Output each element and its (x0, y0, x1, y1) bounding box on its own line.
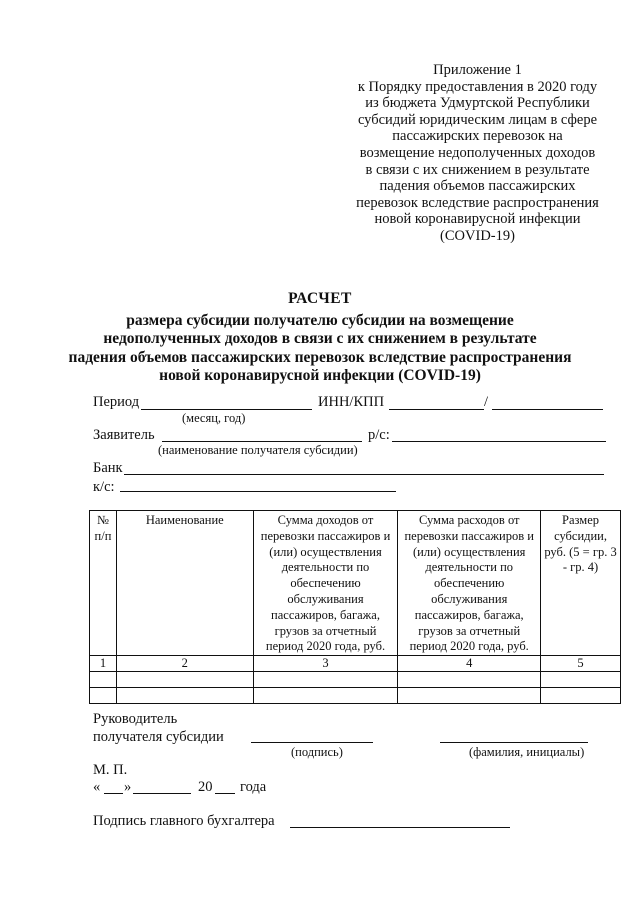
appendix-line: падения объемов пассажирских (379, 178, 576, 195)
table-cell[interactable] (541, 688, 621, 704)
period-label: Период (93, 394, 140, 410)
account-label: р/с: (368, 427, 390, 443)
table-cell[interactable] (253, 688, 398, 704)
head-label-line1: Руководитель (93, 711, 178, 727)
name-hint: (фамилия, инициалы) (469, 745, 585, 759)
signature-hint: (подпись) (291, 745, 343, 759)
accountant-signature-field[interactable] (290, 827, 510, 828)
table-cell[interactable] (116, 672, 253, 688)
applicant-hint: (наименование получателя субсидии) (158, 443, 358, 457)
table-cell[interactable] (398, 688, 541, 704)
title-heading: РАСЧЕТ (288, 290, 352, 307)
appendix-line: пассажирских перевозок на (392, 128, 563, 145)
date-suffix: года (240, 779, 267, 795)
inn-label: ИНН/КПП (318, 394, 385, 410)
header-cell-expense: Сумма расходов от перевозки пассажиров и (или) осуществления деятельности по обеспечению обслуживания пассажиров, багажа, грузов за отчетный период 2020 года, руб. (398, 511, 541, 656)
column-numbers-row (90, 656, 621, 672)
column-number: 1 (90, 656, 117, 672)
table-cell[interactable] (253, 672, 398, 688)
column-number: 3 (253, 656, 398, 672)
subsidy-table (89, 510, 621, 704)
title-line: недополученных доходов в связи с их снижением в результате (103, 330, 537, 347)
table-cell[interactable] (116, 688, 253, 704)
applicant-field[interactable] (162, 441, 362, 442)
table-cell[interactable] (398, 672, 541, 688)
bank-field[interactable] (124, 474, 604, 475)
table-header-row (90, 511, 621, 656)
appendix-line: перевозок вследствие распространения (356, 194, 599, 211)
head-label-line2: получателя субсидии (93, 729, 224, 745)
date-quote-close: » (124, 779, 132, 795)
header-cell-income: Сумма доходов от перевозки пассажиров и (или) осуществления деятельности по обеспечению обслуживания пассажиров, багажа, грузов за отчетный период 2020 года, руб. (253, 511, 398, 656)
account-field[interactable] (392, 441, 606, 442)
title-line: новой коронавирусной инфекции (COVID-19) (159, 367, 481, 384)
stamp-label: М. П. (93, 762, 128, 778)
table-cell[interactable] (541, 672, 621, 688)
appendix-block (330, 62, 625, 245)
head-signature-field[interactable] (251, 742, 373, 743)
document-title (0, 290, 640, 386)
accountant-label: Подпись главного бухгалтера (93, 813, 275, 829)
appendix-line: субсидий юридическим лицам в сфере (357, 111, 598, 128)
appendix-line: (COVID-19) (440, 227, 515, 244)
table-row (90, 672, 621, 688)
column-number: 2 (116, 656, 253, 672)
applicant-label: Заявитель (93, 427, 155, 443)
date-year-field[interactable] (215, 793, 235, 794)
date-day-field[interactable] (104, 793, 123, 794)
column-number: 5 (541, 656, 621, 672)
table-cell[interactable] (90, 672, 117, 688)
date-quote-open: « (93, 779, 101, 795)
period-hint: (месяц, год) (182, 411, 246, 425)
appendix-line: возмещение недополученных доходов (359, 144, 596, 161)
appendix-line: в связи с их снижением в результате (365, 161, 590, 178)
inn-separator: / (484, 394, 489, 410)
period-field[interactable] (141, 409, 312, 410)
corr-account-field[interactable] (120, 491, 396, 492)
table-cell[interactable] (90, 688, 117, 704)
appendix-line: новой коронавирусной инфекции (374, 211, 581, 228)
inn-field[interactable] (389, 409, 484, 410)
head-name-field[interactable] (440, 742, 588, 743)
column-number: 4 (398, 656, 541, 672)
appendix-line: к Порядку предоставления в 2020 году (357, 78, 598, 95)
date-month-field[interactable] (133, 793, 191, 794)
title-line: падения объемов пассажирских перевозок вследствие распространения (68, 348, 572, 366)
header-cell-subsidy: Размер субсидии, руб. (5 = гр. 3 - гр. 4) (541, 511, 621, 656)
header-cell-number: № п/п (90, 511, 117, 656)
appendix-line: Приложение 1 (433, 62, 522, 78)
corr-account-label: к/с: (93, 479, 115, 495)
appendix-line: из бюджета Удмуртской Республики (365, 95, 590, 112)
title-line: размера субсидии получателю субсидии на возмещение (126, 311, 514, 329)
kpp-field[interactable] (492, 409, 603, 410)
date-year-prefix: 20 (198, 779, 213, 795)
bank-label: Банк (93, 460, 123, 476)
table-row (90, 688, 621, 704)
header-cell-name: Наименование (116, 511, 253, 656)
